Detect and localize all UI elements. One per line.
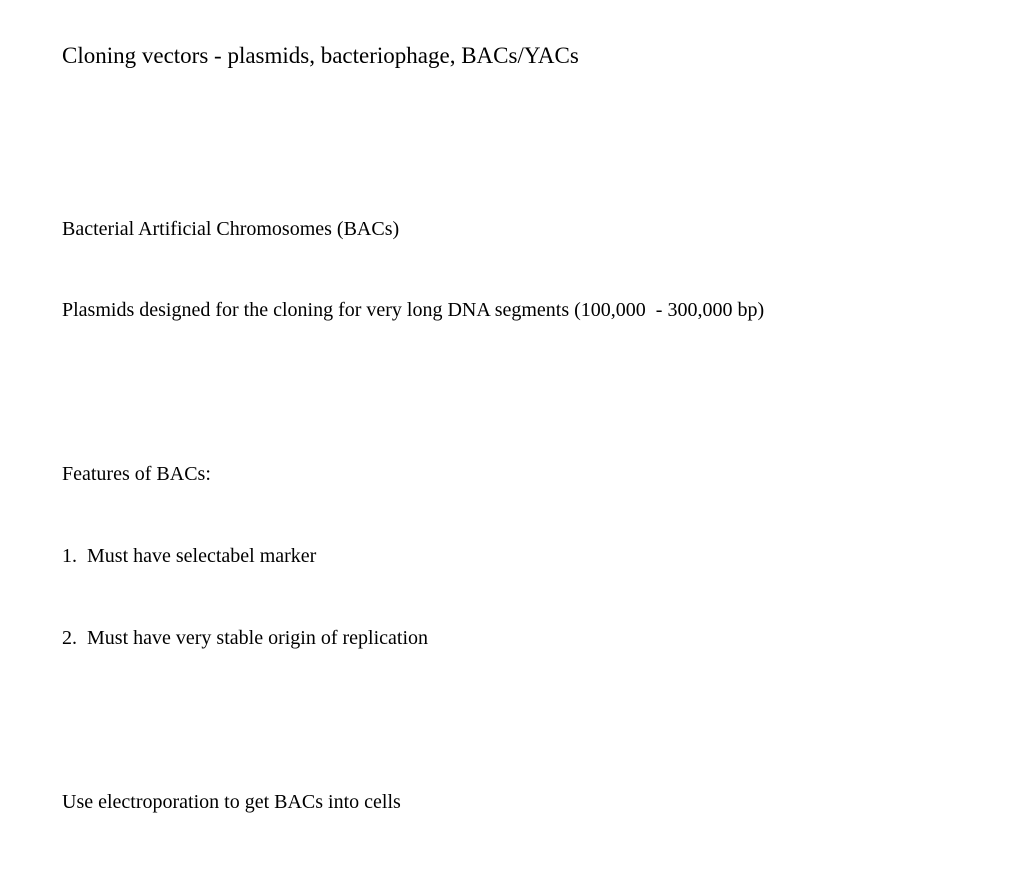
feature-item-1: 1. Must have selectabel marker	[62, 545, 317, 568]
feature-item-2: 2. Must have very stable origin of replication	[62, 627, 429, 650]
bac-heading: Bacterial Artificial Chromosomes (BACs)	[62, 217, 400, 240]
bac-description: Plasmids designed for the cloning for very long DNA segments (100,000 - 300,000 bp)	[62, 299, 765, 322]
spacer	[62, 707, 764, 734]
slide-title: Cloning vectors - plasmids, bacteriophage, BACs/YACs	[62, 43, 579, 68]
electroporation-note: Use electroporation to get BACs into cells	[62, 790, 401, 813]
features-heading: Features of BACs:	[62, 463, 211, 486]
slide-body	[62, 161, 764, 871]
spacer	[62, 379, 764, 406]
